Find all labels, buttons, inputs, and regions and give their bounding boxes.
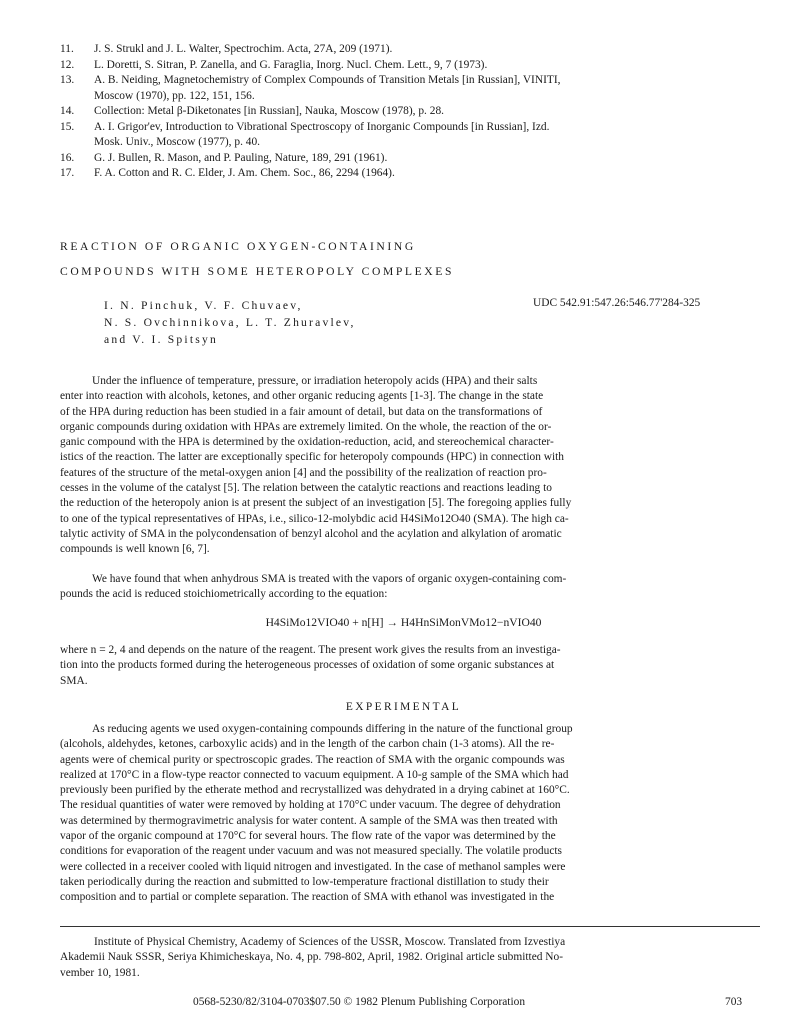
experimental-paragraph: As reducing agents we used oxygen-containing compounds differing in the nature of the functional group (alcohols, aldehydes, ketones, carboxylic acids) and in the length of the carbon chain (1-3 atoms). All the re- agents were of chemical purity or spectroscopic grades. The reaction of SMA with the organic compounds was realized at 170°C in a flow-type reactor connected to vacuum equipment. A 10-g sample of the SMA which had previously been purified by the etherate method and recrystallized was dehydrated in a drying cabinet at 160°C. The residual quantities of water were removed by holding at 170°C under vacuum. The degree of dehydration was determined by thermogravimetric analysis for water content. A sample of the SMA was then treated with vapor of the organic compound at 170°C for several hours. The flow rate of the vapor was determined by the conditions for evaporation of the reagent under vacuum and was not measured specially. The volatile products were collected in a receiver cooled with liquid nitrogen and investigated. In the case of methanol samples were taken periodically during the reaction and submitted to low-temperature fractional distillation to study their composition and to partial or complete separation. The reaction of SMA with ethanol was investigated in the xyxy=(60,723,573,904)
reference-number: 15. xyxy=(60,120,75,133)
where-paragraph: where n = 2, 4 and depends on the nature of the reagent. The present work gives the results from an investiga- tion into the products formed during the heterogeneous processes of oxidation of some organic substances at SMA. xyxy=(60,644,561,687)
copyright-footer: 0568-5230/82/3104-0703$07.50 © 1982 Plenum Publishing Corporation xyxy=(193,996,526,1008)
found-paragraph: We have found that when anhydrous SMA is treated with the vapors of organic oxygen-containing com- pounds the acid is reduced stoichiometrically according to the equation: xyxy=(60,573,567,601)
reference-number: 13. xyxy=(60,74,75,86)
reference-text: A. B. Neiding, Magnetochemistry of Complex Compounds of Transition Metals [in Russian], VINITI, Moscow (1970), pp. 122, 151, 156. xyxy=(94,74,561,102)
author-line: I. N. Pinchuk, V. F. Chuvaev, xyxy=(104,299,303,312)
reference-item xyxy=(60,73,760,104)
reference-number: 17. xyxy=(60,167,75,179)
reference-text: A. I. Grigor'ev, Introduction to Vibrational Spectroscopy of Inorganic Compounds [in Russian], Izd. Mosk. Univ., Moscow (1977), p. 40. xyxy=(94,120,550,148)
reduction-equation: H4SiMo12VIO40 + n[H] → H4HnSiMonVMo12−nVIO40 xyxy=(265,616,542,629)
reference-text: Collection: Metal β-Diketonates [in Russian], Nauka, Moscow (1978), p. 28. xyxy=(94,105,444,117)
reference-text: G. J. Bullen, R. Mason, and P. Pauling, Nature, 189, 291 (1961). xyxy=(94,151,388,164)
page-number: 703 xyxy=(725,996,743,1008)
reference-item xyxy=(60,120,760,151)
reference-number: 16. xyxy=(60,151,75,164)
reference-text: J. S. Strukl and J. L. Walter, Spectrochim. Acta, 27A, 209 (1971). xyxy=(94,43,393,55)
reference-item xyxy=(60,58,760,74)
reference-number: 14. xyxy=(60,105,75,117)
article-title-line-1: REACTION OF ORGANIC OXYGEN-CONTAINING xyxy=(60,240,416,253)
reference-number: 11. xyxy=(60,43,74,55)
reference-number: 12. xyxy=(60,58,75,71)
reference-item xyxy=(60,166,760,182)
reference-list xyxy=(60,42,760,182)
footnote: Institute of Physical Chemistry, Academy of Sciences of the USSR, Moscow. Translated from Izvestiya Akademii Nauk SSSR, Seriya Khimicheskaya, No. 4, pp. 798-802, April, 1982. Original article submitted No- vember 10, 1981. xyxy=(60,936,566,979)
reference-item xyxy=(60,42,760,58)
reference-text: F. A. Cotton and R. C. Elder, J. Am. Chem. Soc., 86, 2294 (1964). xyxy=(94,167,395,179)
footnote-divider xyxy=(60,926,760,927)
author-line: and V. I. Spitsyn xyxy=(104,333,218,346)
author-line: N. S. Ovchinnikova, L. T. Zhuravlev, xyxy=(104,316,356,329)
article-title-line-2: COMPOUNDS WITH SOME HETEROPOLY COMPLEXES xyxy=(60,265,454,278)
reference-item xyxy=(60,104,760,120)
section-heading: EXPERIMENTAL xyxy=(345,701,462,713)
udc-code: UDC 542.91:547.26:546.77'284-325 xyxy=(533,297,701,309)
intro-paragraph: Under the influence of temperature, pressure, or irradiation heteropoly acids (HPA) and their salts enter into reaction with alcohols, ketones, and other organic reducing agents [1-3]. The change in the state of the HPA during reduction has been studied in a fair amount of detail, but data on the transformations of organic compounds during oxidation with HPAs are extremely limited. On the whole, the reaction of the or- ganic compound with the HPA is determined by the oxidation-reduction, acid, and stereochemical character- istics of the reaction. The latter are exceptionally specific for heteropoly compounds (HPC) in connection with features of the structure of the metal-oxygen anion [4] and the possibility of the realization of reaction pro- cesses in the volume of the catalyst [5]. The relation between the catalytic reactions and reactions leading to the reduction of the heteropoly anion is at present the subject of an investigation [5]. The foregoing applies fully to one of the typical representatives of HPAs, i.e., silico-12-molybdic acid H4SiMo12O40 (SMA). The high ca- talytic activity of SMA in the polycondensation of benzyl alcohol and the acylation and alkylation of aromatic compounds is well known [6, 7]. xyxy=(60,375,572,556)
author-list xyxy=(104,297,356,348)
reference-text: L. Doretti, S. Sitran, P. Zanella, and G. Faraglia, Inorg. Nucl. Chem. Lett., 9, 7 (1973). xyxy=(94,58,488,71)
reference-item xyxy=(60,151,760,167)
